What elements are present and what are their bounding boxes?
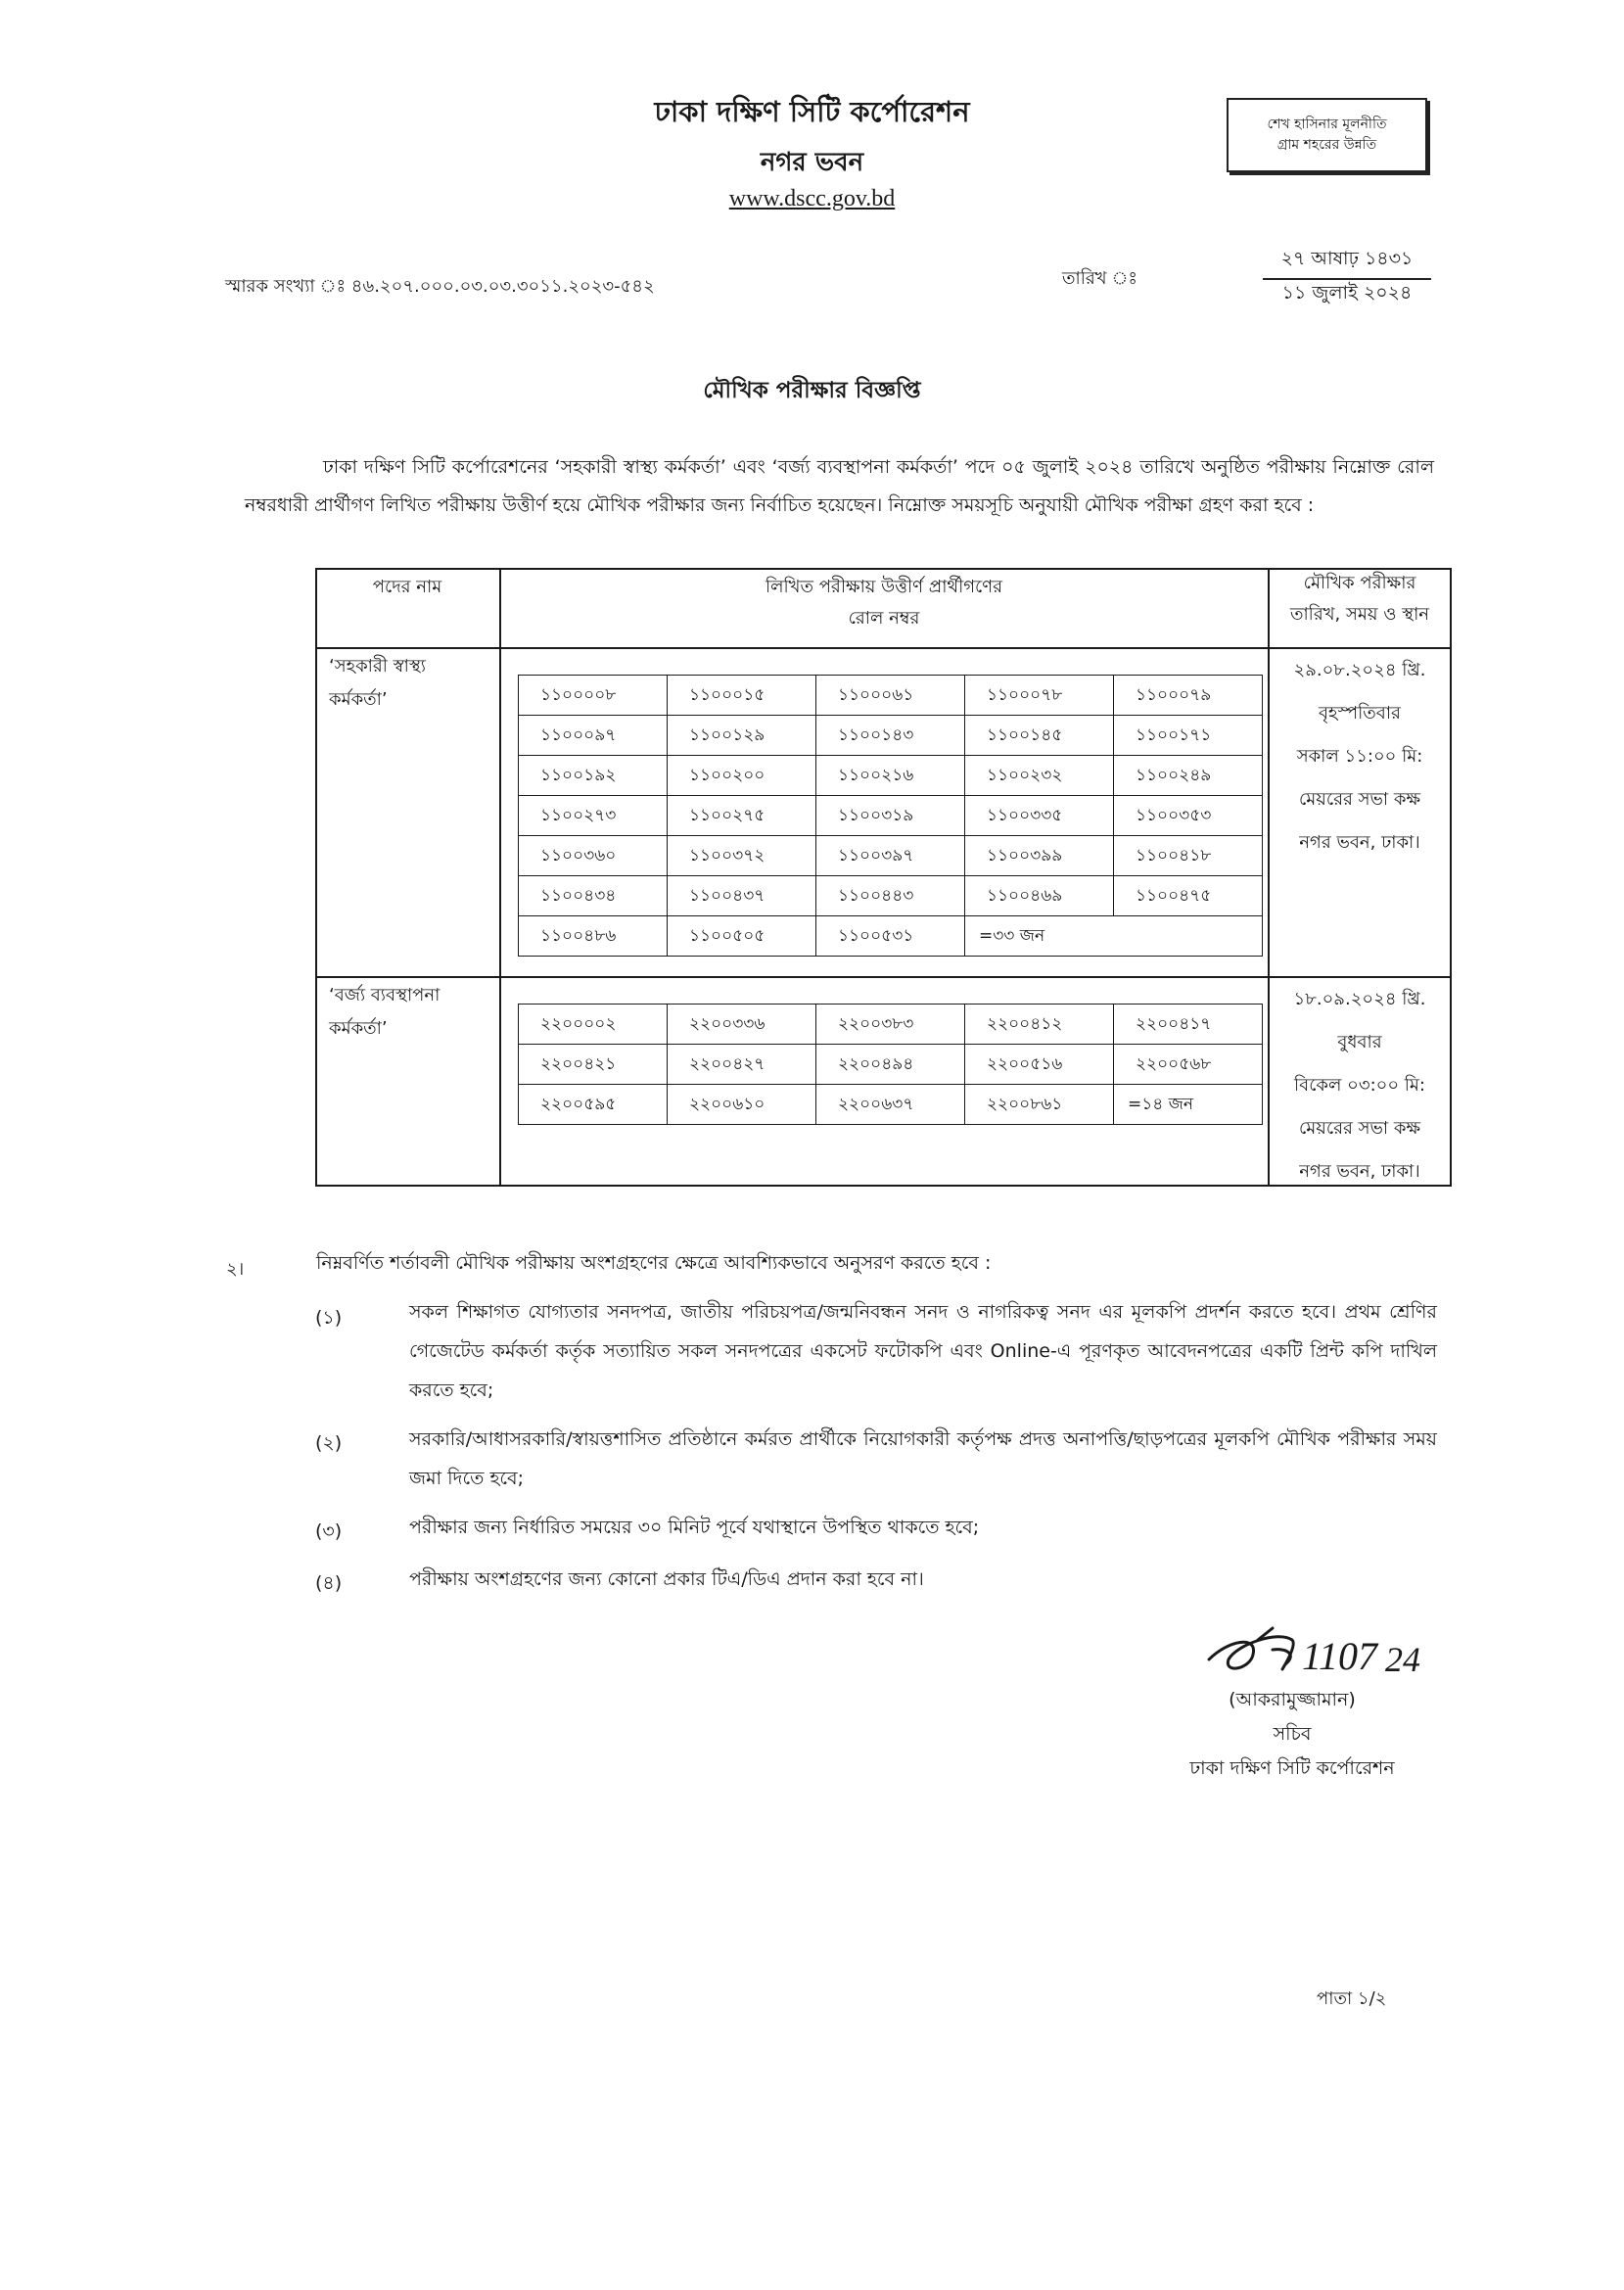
roll-number: ১১০০৩৯৯ <box>965 836 1114 876</box>
roll-number: ১১০০১৪৩ <box>816 716 965 756</box>
schedule-date: ২৯.০৮.২০২৪ খ্রি. <box>1293 660 1426 680</box>
date-label: তারিখ ঃ <box>1062 268 1138 289</box>
schedule-location: নগর ভবন, ঢাকা। <box>1299 1161 1420 1182</box>
roll-number: ২২০০৪২১ <box>519 1045 668 1085</box>
post-name-assistant-health-officer <box>329 650 426 717</box>
post-name-line-2: কর্মকর্তা’ <box>329 689 388 711</box>
schedule-date: ১৮.০৯.২০২৪ খ্রি. <box>1293 989 1426 1009</box>
signatory-organization: ঢাকা দক্ষিণ সিটি কর্পোরেশন <box>1189 1757 1395 1779</box>
svg-text:1107: 1107 <box>1302 1634 1378 1678</box>
roll-number: ২২০০৬৩৭ <box>816 1085 965 1125</box>
header-schedule-line-2: তারিখ, সময় ও স্থান <box>1289 604 1430 626</box>
roll-number: ১১০০২৪৯ <box>1114 756 1263 796</box>
roll-number: ১১০০২৭৫ <box>668 796 816 836</box>
slogan-line-2: গ্রাম শহরের উন্নতি <box>1276 137 1377 153</box>
roll-number: ২২০০৪১৭ <box>1114 1005 1263 1045</box>
schedule-venue: মেয়রের সভা কক্ষ <box>1298 1118 1421 1139</box>
roll-number: ১১০০৪৩৪ <box>519 876 668 916</box>
roll-number: ১১০০১৭১ <box>1114 716 1263 756</box>
roll-number: ১১০০৩৯৭ <box>816 836 965 876</box>
org-name: ঢাকা দক্ষিণ সিটি কর্পোরেশন <box>654 95 970 128</box>
slogan-line-1: শেখ হাসিনার মূলনীতি <box>1267 117 1387 132</box>
schedule-day: বৃহস্পতিবার <box>1319 703 1401 724</box>
signatory-name: (আকরামুজ্জামান) <box>1229 1689 1356 1710</box>
post-name-waste-management-officer <box>329 979 440 1046</box>
signatory-designation: সচিব <box>1273 1723 1312 1745</box>
roll-number: ১১০০১২৯ <box>668 716 816 756</box>
roll-number: ১১০০৪৭৫ <box>1114 876 1263 916</box>
svg-text:24: 24 <box>1385 1640 1420 1679</box>
website-link[interactable]: www.dscc.gov.bd <box>728 186 896 211</box>
roll-number: ১১০০৪৬৯ <box>965 876 1114 916</box>
header-rolls-line-1: লিখিত পরীক্ষায় উত্তীর্ণ প্রার্থীগণের <box>765 577 1003 597</box>
roll-number: ২২০০৩৩৬ <box>668 1005 816 1045</box>
roll-number: ২২০০৪২৭ <box>668 1045 816 1085</box>
roll-number: ১১০০৫৩১ <box>816 916 965 957</box>
roll-number: ১১০০৪১৮ <box>1114 836 1263 876</box>
roll-number: ১১০০১৪৫ <box>965 716 1114 756</box>
roll-number: ১১০০৪৩৭ <box>668 876 816 916</box>
roll-number: ১১০০১৯২ <box>519 756 668 796</box>
table-col-divider-1 <box>499 568 501 1187</box>
total-count: =১৪ জন <box>1114 1085 1263 1125</box>
handwritten-signature <box>1199 1620 1424 1693</box>
post-name-line-2: কর্মকর্তা’ <box>329 1018 388 1040</box>
roll-number: ১১০০৩৩৫ <box>965 796 1114 836</box>
date-english: ১১ জুলাই ২০২৪ <box>1281 282 1413 304</box>
post-name-line-1: ‘সহকারী স্বাস্থ্য <box>329 656 426 677</box>
condition-1-text: সকল শিক্ষাগত যোগ্যতার সনদপত্র, জাতীয় পরিচয়পত্র/জন্মনিবন্ধন সনদ ও নাগরিকত্ব সনদ এর মূলকপি প্রদর্শন করতে হবে। প্রথম শ্রেণির গেজেটেড কর্মকর্তা কর্তৃক সত্যায়িত সকল সনদপত্রের একসেট ফটোকপি এবং Online-এ পূরণকৃত আবেদনপত্রের একটি প্রিন্ট কপি দাখিল করতে হবে; <box>409 1301 1437 1401</box>
page-number: পাতা ১/২ <box>1317 1988 1387 2009</box>
roll-number: ২২০০৩৮৩ <box>816 1005 965 1045</box>
schedule-location: নগর ভবন, ঢাকা। <box>1299 832 1420 853</box>
roll-number: ২২০০৪১২ <box>965 1005 1114 1045</box>
roll-number: ২২০০৫১৬ <box>965 1045 1114 1085</box>
roll-number: ১১০০০৬১ <box>816 676 965 716</box>
roll-number: ১১০০০৭৯ <box>1114 676 1263 716</box>
roll-number: ১১০০৩৫৩ <box>1114 796 1263 836</box>
schedule-time: বিকেল ০৩:০০ মি: <box>1294 1075 1425 1096</box>
date-bengali: ২৭ আষাঢ় ১৪৩১ <box>1263 245 1431 280</box>
condition-2-number: (২) <box>315 1432 343 1454</box>
condition-4-number: (৪) <box>315 1572 343 1594</box>
condition-2-text: সরকারি/আধাসরকারি/স্বায়ত্তশাসিত প্রতিষ্ঠানে কর্মরত প্রার্থীকে নিয়োগকারী কর্তৃপক্ষ প্রদত্ত অনাপত্তি/ছাড়পত্রের মূলকপি মৌখিক পরীক্ষার সময় জমা দিতে হবে; <box>409 1428 1437 1489</box>
condition-3-text: পরীক্ষার জন্য নির্ধারিত সময়ের ৩০ মিনিট পূর্বে যথাস্থানে উপস্থিত থাকতে হবে; <box>409 1517 980 1538</box>
roll-number: ১১০০০০৮ <box>519 676 668 716</box>
roll-grid-assistant-health-officer <box>518 675 1263 957</box>
roll-number: ১১০০০১৫ <box>668 676 816 716</box>
notice-title: মৌখিক পরীক্ষার বিজ্ঞপ্তি <box>703 378 921 403</box>
header-rolls <box>500 572 1268 635</box>
section-2-intro: নিম্নবর্ণিত শর্তাবলী মৌখিক পরীক্ষায় অংশগ্রহণের ক্ষেত্রে আবশ্যিকভাবে অনুসরণ করতে হবে : <box>316 1252 992 1274</box>
post-name-line-1: ‘বর্জ্য ব্যবস্থাপনা <box>329 985 441 1005</box>
roll-number: ২২০০৬১০ <box>668 1085 816 1125</box>
header-schedule <box>1269 568 1451 631</box>
roll-number: ১১০০৩১৯ <box>816 796 965 836</box>
condition-4-text: পরীক্ষায় অংশগ্রহণের জন্য কোনো প্রকার টিএ/ডিএ প্রদান করা হবে না। <box>409 1568 924 1590</box>
roll-number: ২২০০৪৯৪ <box>816 1045 965 1085</box>
roll-number: ১১০০২৭৩ <box>519 796 668 836</box>
header-post-name: পদের নাম <box>372 577 442 597</box>
roll-number: ১১০০০৭৮ <box>965 676 1114 716</box>
schedule-time: সকাল ১১:০০ মি: <box>1296 746 1423 767</box>
roll-number: ২২০০০০২ <box>519 1005 668 1045</box>
roll-number: ১১০০৩৭২ <box>668 836 816 876</box>
roll-number: ১১০০৪৪৩ <box>816 876 965 916</box>
total-count: =৩৩ জন <box>965 916 1263 957</box>
section-2-number: ২। <box>226 1259 245 1280</box>
slogan-box <box>1227 98 1427 172</box>
header-rolls-line-2: রোল নম্বর <box>848 608 920 630</box>
condition-1-number: (১) <box>315 1307 343 1329</box>
schedule-day: বুধবার <box>1337 1032 1382 1052</box>
table-border-left <box>315 568 317 1187</box>
results-table <box>315 568 1452 1187</box>
roll-number: ১১০০২০০ <box>668 756 816 796</box>
roll-number: ২২০০৫৯৫ <box>519 1085 668 1125</box>
roll-number: ১১০০৪৮৬ <box>519 916 668 957</box>
schedule-venue: মেয়রের সভা কক্ষ <box>1298 789 1421 810</box>
schedule-waste-management-officer <box>1269 978 1451 1193</box>
roll-grid-waste-management-officer <box>518 1004 1263 1125</box>
header-schedule-line-1: মৌখিক পরীক্ষার <box>1303 573 1416 593</box>
schedule-assistant-health-officer <box>1269 649 1451 865</box>
memo-number: স্মারক সংখ্যা ঃ ৪৬.২০৭.০০০.০৩.০৩.৩০১১.২০২৩-৫৪২ <box>225 276 655 297</box>
roll-number: ২২০০৫৬৮ <box>1114 1045 1263 1085</box>
intro-paragraph: ঢাকা দক্ষিণ সিটি কর্পোরেশনের ‘সহকারী স্বাস্থ্য কর্মকর্তা’ এবং ‘বর্জ্য ব্যবস্থাপনা কর্মকর্তা’ পদে ০৫ জুলাই ২০২৪ তারিখে অনুষ্ঠিত পরীক্ষায় নিম্নোক্ত রোল নম্বরধারী প্রার্থীগণ লিখিত পরীক্ষায় উত্তীর্ণ হয়ে মৌখিক পরীক্ষার জন্য নির্বাচিত হয়েছেন। নিম্নোক্ত সময়সূচি অনুযায়ী মৌখিক পরীক্ষা গ্রহণ করা হবে : <box>245 456 1434 516</box>
roll-number: ২২০০৮৬১ <box>965 1085 1114 1125</box>
roll-number: ১১০০২১৬ <box>816 756 965 796</box>
roll-number: ১১০০০৯৭ <box>519 716 668 756</box>
roll-number: ১১০০৫০৫ <box>668 916 816 957</box>
roll-number: ১১০০২৩২ <box>965 756 1114 796</box>
org-sub-name: নগর ভবন <box>760 148 864 177</box>
condition-3-number: (৩) <box>315 1520 343 1542</box>
roll-number: ১১০০৩৬০ <box>519 836 668 876</box>
